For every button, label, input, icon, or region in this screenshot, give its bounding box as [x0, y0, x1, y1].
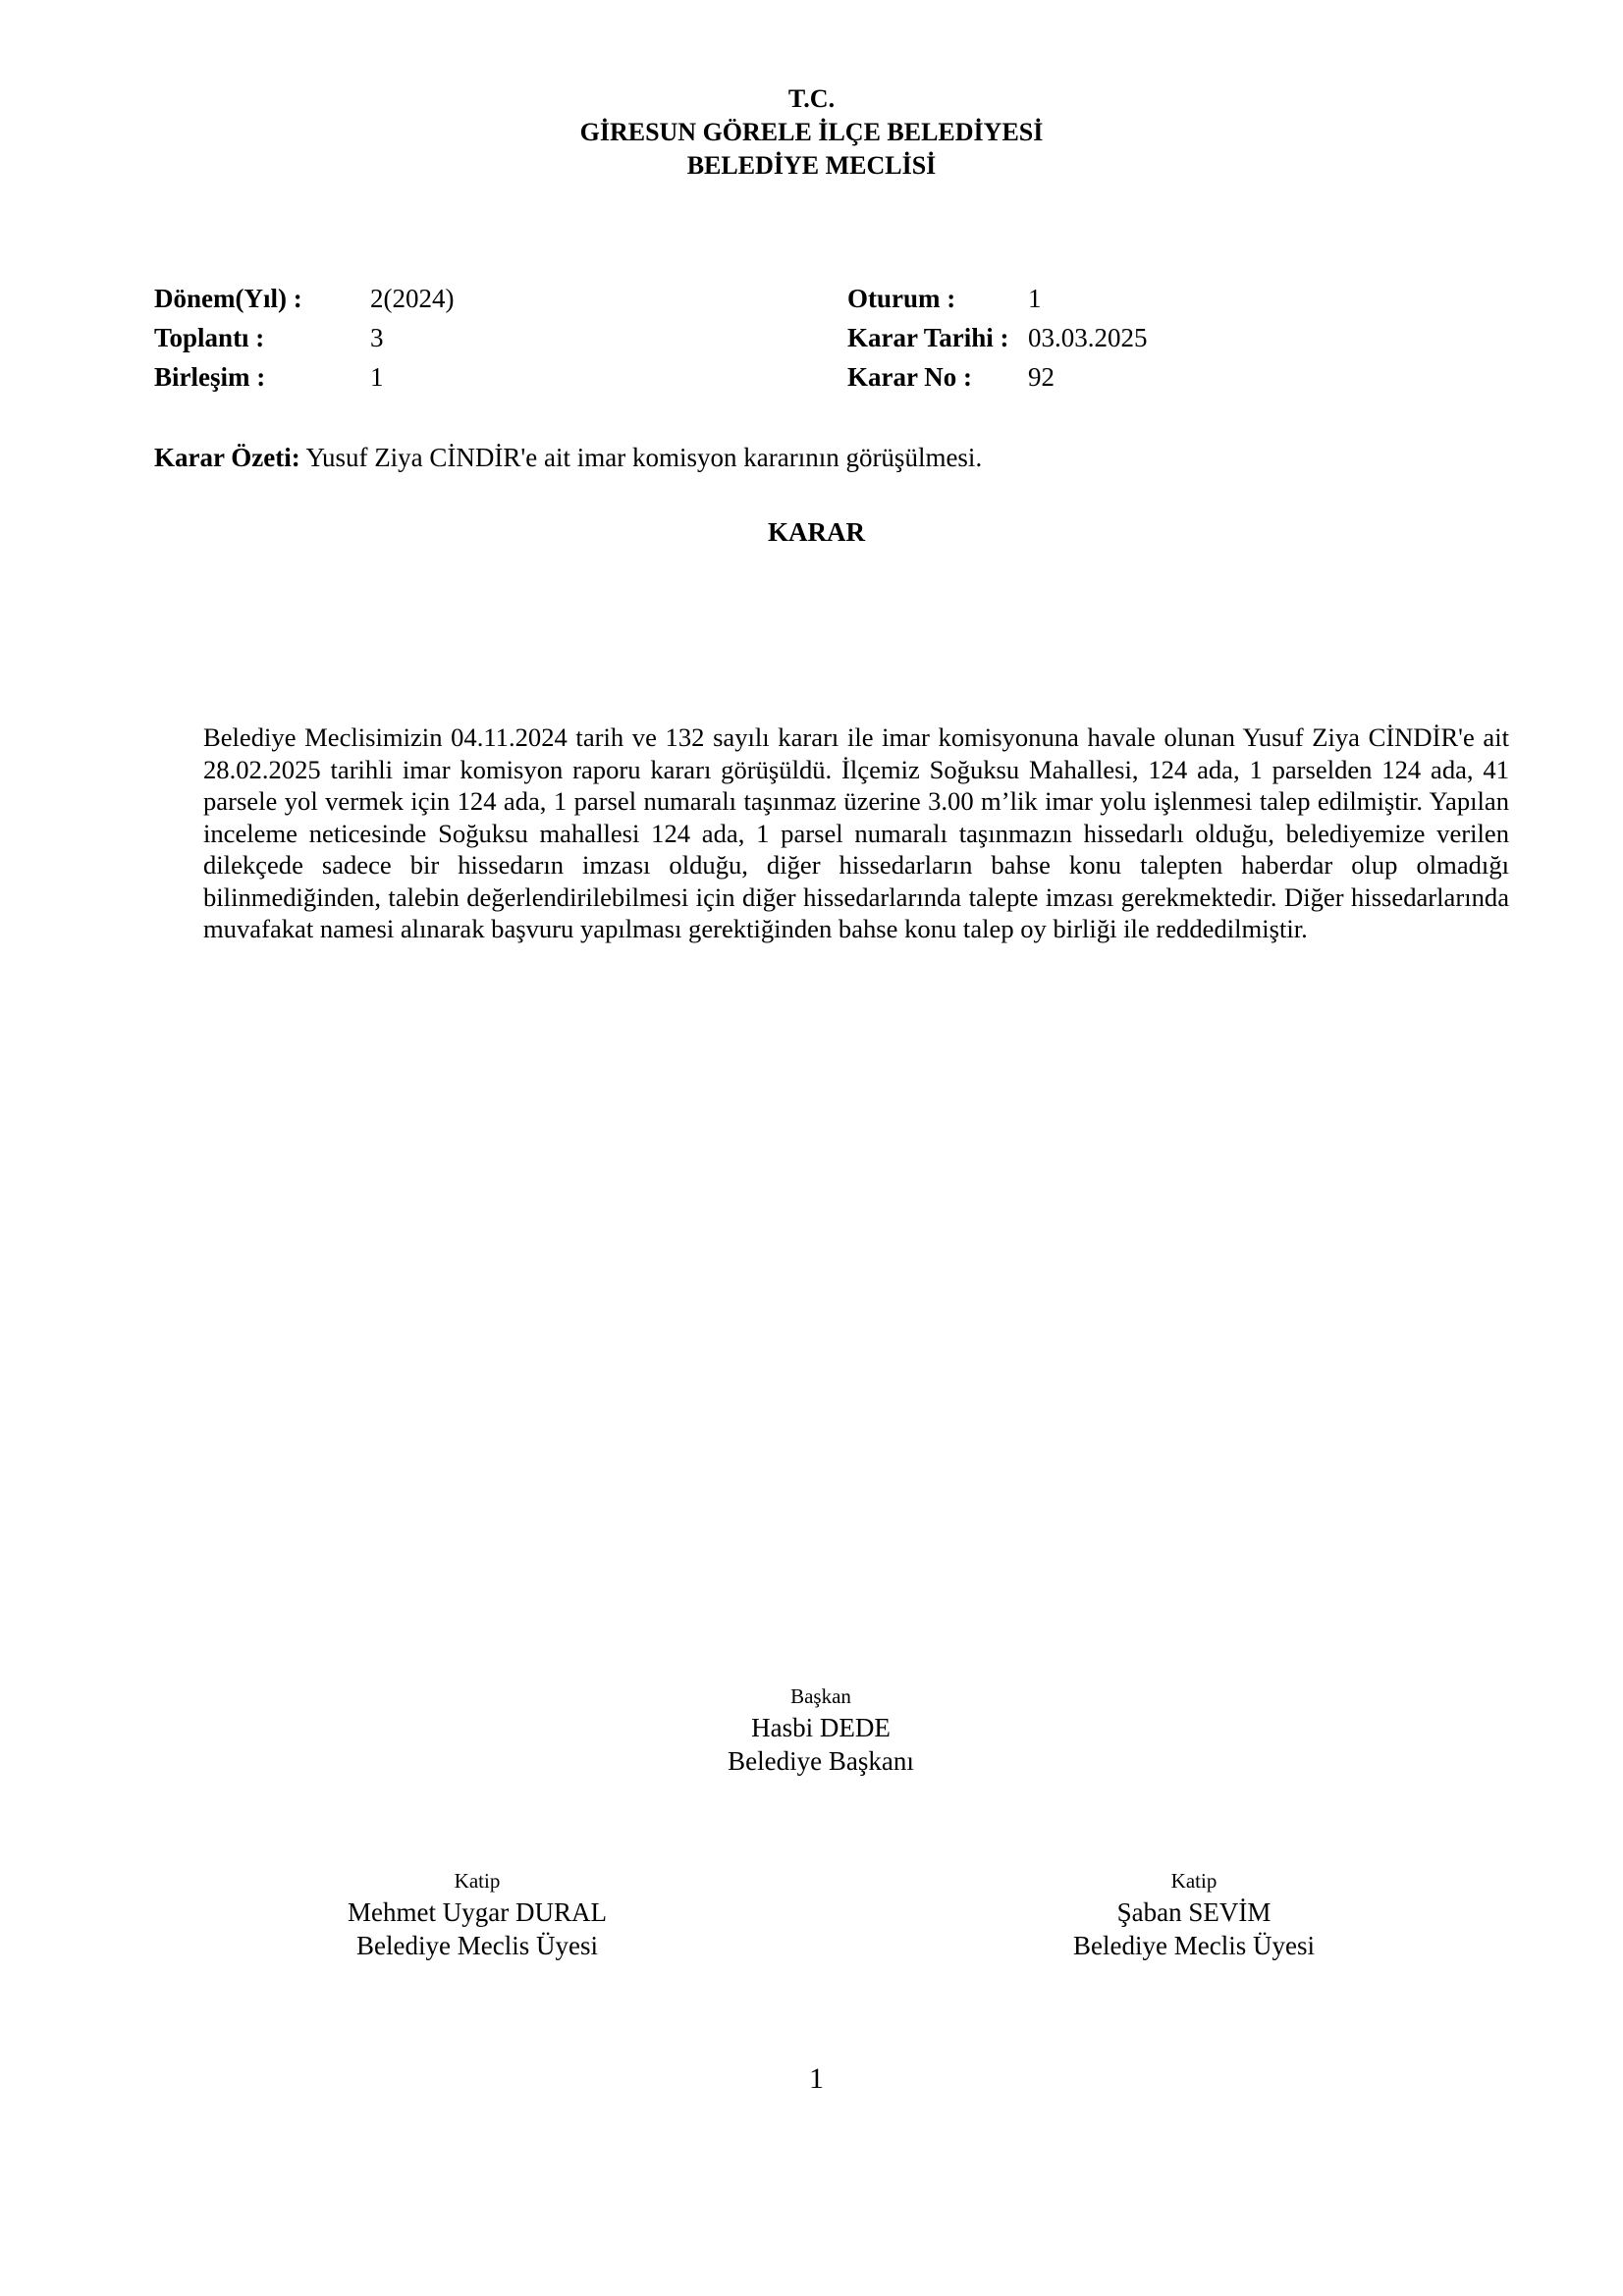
meta-row-1	[154, 279, 1332, 318]
meta-row-3	[154, 357, 1332, 397]
donem-value: 2(2024)	[370, 284, 455, 313]
toplanti-label: Toplantı :	[154, 323, 265, 352]
decision-body: Belediye Meclisimizin 04.11.2024 tarih ve 132 sayılı kararı ile imar komisyonuna havale olunan Yusuf Ziya CİNDİR'e ait 28.02.2025 tarihli imar komisyon raporu kararı görüşüldü. İlçemiz Soğuksu Mahallesi, 124 ada, 1 parselden 124 ada, 41 parsele yol vermek için 124 ada, 1 parsel numaralı taşınmaz üzerine 3.00 m’lik imar yolu işlenmesi talep edilmiştir. Yapılan inceleme neticesinde Soğuksu mahallesi 124 ada, 1 parsel numaralı taşınmazın hissedarlı olduğu, belediyemize verilen dilekçede sadece bir hissedarın imzası olduğu, diğer hissedarların bahse konu talepten haberdar olup olmadığı bilinmediğinden, talebin değerlendirilebilmesi için diğer hissedarlarında talepte imzası gerekmektedir. Diğer hissedarlarında muvafakat namesi alınarak başvuru yapılması gerektiğinden bahse konu talep oy birliği ile reddedilmiştir.	[203, 722, 1509, 943]
summary-label: Karar Özeti:	[154, 443, 300, 472]
clerk-left-title: Belediye Meclis Üyesi	[356, 1931, 598, 1960]
donem-label: Dönem(Yıl) :	[154, 284, 302, 313]
document-header	[0, 82, 1623, 183]
karar-no-value: 92	[1028, 362, 1055, 392]
toplanti-value: 3	[370, 323, 384, 352]
president-name: Hasbi DEDE	[751, 1713, 891, 1742]
decision-title: KARAR	[768, 517, 865, 547]
oturum-value: 1	[1028, 284, 1042, 313]
page-number: 1	[809, 2062, 824, 2095]
birlesim-value: 1	[370, 362, 384, 392]
clerk-left-signature	[271, 1866, 683, 1962]
header-tc: T.C.	[787, 84, 836, 113]
karar-tarihi-label: Karar Tarihi :	[847, 323, 1009, 352]
clerk-right-title: Belediye Meclis Üyesi	[1073, 1931, 1315, 1960]
clerk-left-name: Mehmet Uygar DURAL	[348, 1897, 607, 1927]
header-municipality: GİRESUN GÖRELE İLÇE BELEDİYESİ	[579, 118, 1044, 146]
meta-row-2	[154, 318, 1332, 357]
decision-meta	[154, 279, 1332, 397]
president-role: Başkan	[790, 1684, 851, 1708]
clerk-left-role: Katip	[454, 1869, 501, 1893]
clerk-right-name: Şaban SEVİM	[1116, 1897, 1271, 1927]
birlesim-label: Birleşim :	[154, 362, 266, 392]
decision-summary	[154, 440, 1431, 475]
summary-text: Yusuf Ziya CİNDİR'e ait imar komisyon kararının görüşülmesi.	[305, 443, 983, 472]
clerk-right-role: Katip	[1170, 1869, 1217, 1893]
clerk-right-signature	[988, 1866, 1400, 1962]
oturum-label: Oturum :	[847, 284, 956, 313]
president-title: Belediye Başkanı	[728, 1746, 914, 1776]
president-signature	[615, 1682, 1027, 1778]
header-council: BELEDİYE MECLİSİ	[686, 151, 937, 180]
karar-tarihi-value: 03.03.2025	[1028, 323, 1148, 352]
karar-no-label: Karar No :	[847, 362, 972, 392]
